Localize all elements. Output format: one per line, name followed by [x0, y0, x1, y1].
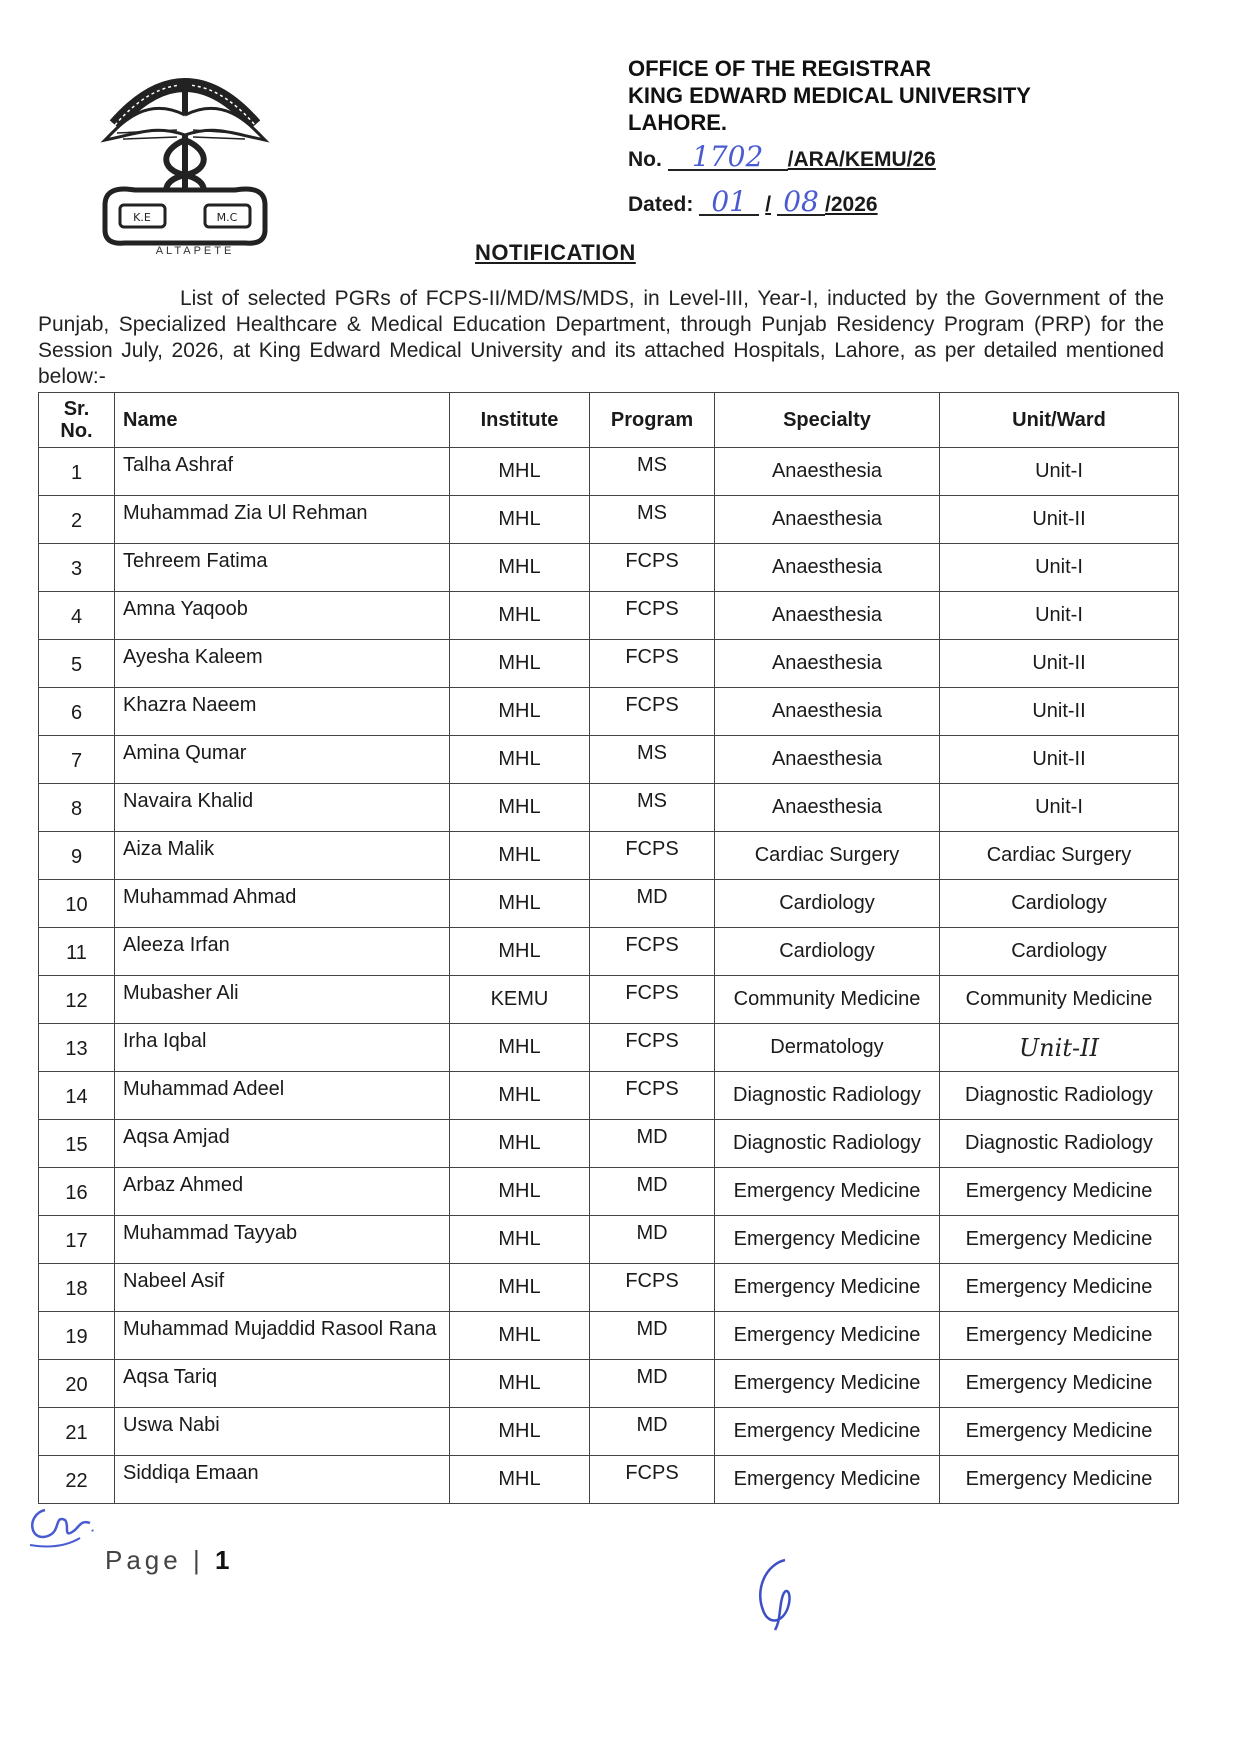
cell-name: Talha Ashraf [115, 448, 450, 496]
cell-program: FCPS [590, 592, 715, 640]
cell-specialty: Emergency Medicine [715, 1408, 940, 1456]
intro-paragraph: List of selected PGRs of FCPS-II/MD/MS/MDS, in Level-III, Year-I, inducted by the Government of the Punjab, Specialized Healthcare & Medical Education Department, through Punjab Residency Program (PRP) for the Session July, 2026, at King Edward Medical University and its attached Hospitals, Lahore, as per detailed mentioned below:- [38, 287, 1164, 388]
cell-unit-ward: Emergency Medicine [940, 1312, 1179, 1360]
cell-unit-ward: Diagnostic Radiology [940, 1072, 1179, 1120]
cell-unit-ward: Unit-II [940, 1024, 1179, 1072]
header-sr-no: Sr. No. [39, 393, 115, 448]
cell-program: FCPS [590, 928, 715, 976]
dated-month-handwritten: 08 [777, 190, 825, 216]
cell-specialty: Anaesthesia [715, 592, 940, 640]
dated-sep: / [765, 193, 772, 216]
cell-unit-ward: Unit-I [940, 544, 1179, 592]
cell-institute: MHL [450, 1120, 590, 1168]
cell-name: Arbaz Ahmed [115, 1168, 450, 1216]
cell-institute: MHL [450, 1264, 590, 1312]
cell-institute: MHL [450, 832, 590, 880]
cell-name: Tehreem Fatima [115, 544, 450, 592]
cell-sr-no: 12 [39, 976, 115, 1024]
cell-unit-ward: Emergency Medicine [940, 1216, 1179, 1264]
cell-program: FCPS [590, 1264, 715, 1312]
cell-name: Aleeza Irfan [115, 928, 450, 976]
table-row [39, 688, 1179, 736]
cell-unit-ward: Emergency Medicine [940, 1360, 1179, 1408]
ref-prefix: No. [628, 148, 662, 171]
cell-specialty: Dermatology [715, 1024, 940, 1072]
cell-sr-no: 20 [39, 1360, 115, 1408]
cell-unit-ward: Unit-I [940, 784, 1179, 832]
table-row [39, 1120, 1179, 1168]
cell-specialty: Community Medicine [715, 976, 940, 1024]
cell-specialty: Anaesthesia [715, 544, 940, 592]
cell-institute: MHL [450, 544, 590, 592]
cell-program: MD [590, 1312, 715, 1360]
cell-program: FCPS [590, 832, 715, 880]
cell-sr-no: 18 [39, 1264, 115, 1312]
cell-institute: MHL [450, 448, 590, 496]
cell-program: MD [590, 880, 715, 928]
cell-name: Uswa Nabi [115, 1408, 450, 1456]
cell-sr-no: 7 [39, 736, 115, 784]
cell-sr-no: 17 [39, 1216, 115, 1264]
cell-program: FCPS [590, 1456, 715, 1504]
cell-specialty: Cardiac Surgery [715, 832, 940, 880]
cell-institute: MHL [450, 784, 590, 832]
cell-unit-ward: Unit-II [940, 496, 1179, 544]
cell-program: FCPS [590, 1024, 715, 1072]
cell-specialty: Anaesthesia [715, 784, 940, 832]
cell-specialty: Anaesthesia [715, 448, 940, 496]
cell-specialty: Cardiology [715, 880, 940, 928]
cell-unit-ward: Unit-I [940, 592, 1179, 640]
cell-institute: MHL [450, 640, 590, 688]
table-row [39, 1312, 1179, 1360]
table-row [39, 544, 1179, 592]
table-row [39, 592, 1179, 640]
table-row [39, 736, 1179, 784]
cell-sr-no: 13 [39, 1024, 115, 1072]
cell-sr-no: 4 [39, 592, 115, 640]
cell-specialty: Diagnostic Radiology [715, 1120, 940, 1168]
cell-sr-no: 11 [39, 928, 115, 976]
cell-program: FCPS [590, 976, 715, 1024]
dated-year: /2026 [825, 193, 878, 216]
cell-name: Aiza Malik [115, 832, 450, 880]
cell-sr-no: 19 [39, 1312, 115, 1360]
cell-unit-ward: Unit-I [940, 448, 1179, 496]
cell-institute: MHL [450, 880, 590, 928]
office-line: OFFICE OF THE REGISTRAR [628, 56, 932, 81]
cell-specialty: Emergency Medicine [715, 1360, 940, 1408]
cell-program: FCPS [590, 640, 715, 688]
cell-institute: KEMU [450, 976, 590, 1024]
cell-name: Siddiqa Emaan [115, 1456, 450, 1504]
cell-name: Ayesha Kaleem [115, 640, 450, 688]
cell-unit-ward: Cardiology [940, 928, 1179, 976]
cell-unit-ward: Unit-II [940, 736, 1179, 784]
cell-program: MS [590, 784, 715, 832]
cell-program: MD [590, 1408, 715, 1456]
cell-unit-ward: Emergency Medicine [940, 1456, 1179, 1504]
notification-title: NOTIFICATION [475, 240, 636, 265]
cell-program: FCPS [590, 1072, 715, 1120]
cell-sr-no: 3 [39, 544, 115, 592]
table-row [39, 496, 1179, 544]
cell-specialty: Diagnostic Radiology [715, 1072, 940, 1120]
cell-unit-ward: Emergency Medicine [940, 1168, 1179, 1216]
table-row [39, 784, 1179, 832]
cell-institute: MHL [450, 688, 590, 736]
cell-institute: MHL [450, 496, 590, 544]
cell-unit-ward: Unit-II [940, 640, 1179, 688]
cell-sr-no: 5 [39, 640, 115, 688]
page-number: 1 [214, 1545, 230, 1575]
header-institute: Institute [450, 393, 590, 448]
table-row [39, 1408, 1179, 1456]
cell-unit-ward: Diagnostic Radiology [940, 1120, 1179, 1168]
cell-unit-ward: Cardiac Surgery [940, 832, 1179, 880]
table-header-row [39, 393, 1179, 448]
cell-sr-no: 14 [39, 1072, 115, 1120]
cell-name: Muhammad Zia Ul Rehman [115, 496, 450, 544]
cell-unit-ward: Community Medicine [940, 976, 1179, 1024]
cell-program: MS [590, 736, 715, 784]
cell-sr-no: 10 [39, 880, 115, 928]
initials-signature [20, 1490, 110, 1550]
header-program: Program [590, 393, 715, 448]
cell-institute: MHL [450, 1456, 590, 1504]
cell-program: MS [590, 496, 715, 544]
pgr-table [38, 392, 1178, 1504]
cell-name: Muhammad Adeel [115, 1072, 450, 1120]
cell-name: Nabeel Asif [115, 1264, 450, 1312]
dated-label: Dated: [628, 193, 694, 216]
cell-sr-no: 9 [39, 832, 115, 880]
dated-line [628, 185, 878, 218]
cell-program: MD [590, 1216, 715, 1264]
cell-name: Khazra Naeem [115, 688, 450, 736]
header-name: Name [115, 393, 450, 448]
cell-sr-no: 21 [39, 1408, 115, 1456]
cell-name: Muhammad Mujaddid Rasool Rana [115, 1312, 450, 1360]
cell-institute: MHL [450, 928, 590, 976]
cell-institute: MHL [450, 1312, 590, 1360]
header-specialty: Specialty [715, 393, 940, 448]
table-row [39, 448, 1179, 496]
cell-institute: MHL [450, 736, 590, 784]
university-logo [85, 55, 285, 265]
cell-sr-no: 15 [39, 1120, 115, 1168]
cell-specialty: Anaesthesia [715, 640, 940, 688]
cell-unit-ward: Emergency Medicine [940, 1264, 1179, 1312]
table-row [39, 1216, 1179, 1264]
cell-institute: MHL [450, 1216, 590, 1264]
cell-specialty: Emergency Medicine [715, 1456, 940, 1504]
table-row [39, 832, 1179, 880]
cell-program: MD [590, 1120, 715, 1168]
table-row [39, 640, 1179, 688]
cell-sr-no: 1 [39, 448, 115, 496]
cell-institute: MHL [450, 1408, 590, 1456]
page-label: Page | [105, 1545, 204, 1575]
cell-unit-ward: Emergency Medicine [940, 1408, 1179, 1456]
cell-specialty: Emergency Medicine [715, 1168, 940, 1216]
logo-motto: ALTAPETE [155, 245, 235, 257]
office-line: LAHORE. [628, 110, 727, 135]
cell-sr-no: 2 [39, 496, 115, 544]
svg-text:M.C: M.C [216, 211, 238, 224]
table-row [39, 880, 1179, 928]
cell-specialty: Cardiology [715, 928, 940, 976]
cell-program: FCPS [590, 544, 715, 592]
page-footer [105, 1545, 229, 1576]
cell-specialty: Anaesthesia [715, 496, 940, 544]
cell-program: MD [590, 1360, 715, 1408]
cell-specialty: Emergency Medicine [715, 1216, 940, 1264]
cell-sr-no: 8 [39, 784, 115, 832]
cell-sr-no: 6 [39, 688, 115, 736]
cell-name: Muhammad Ahmad [115, 880, 450, 928]
cell-name: Aqsa Amjad [115, 1120, 450, 1168]
cell-name: Navaira Khalid [115, 784, 450, 832]
cell-name: Amna Yaqoob [115, 592, 450, 640]
office-line: KING EDWARD MEDICAL UNIVERSITY [628, 83, 1031, 108]
table-row [39, 928, 1179, 976]
cell-program: MS [590, 448, 715, 496]
cell-specialty: Anaesthesia [715, 688, 940, 736]
reference-number [628, 140, 936, 173]
table-row [39, 976, 1179, 1024]
cell-name: Aqsa Tariq [115, 1360, 450, 1408]
cell-name: Mubasher Ali [115, 976, 450, 1024]
cell-specialty: Emergency Medicine [715, 1312, 940, 1360]
cell-unit-ward: Cardiology [940, 880, 1179, 928]
table-row [39, 1456, 1179, 1504]
header-unit-ward: Unit/Ward [940, 393, 1179, 448]
cell-institute: MHL [450, 1168, 590, 1216]
table-row [39, 1024, 1179, 1072]
cell-unit-ward: Unit-II [940, 688, 1179, 736]
cell-name: Muhammad Tayyab [115, 1216, 450, 1264]
dated-day-handwritten: 01 [699, 190, 759, 216]
office-header [628, 55, 1031, 136]
cell-specialty: Anaesthesia [715, 736, 940, 784]
table-row [39, 1072, 1179, 1120]
ref-number-handwritten: 1702 [668, 145, 788, 171]
cell-institute: MHL [450, 592, 590, 640]
handwritten-mark [745, 1555, 805, 1635]
cell-program: MD [590, 1168, 715, 1216]
cell-name: Irha Iqbal [115, 1024, 450, 1072]
cell-sr-no: 22 [39, 1456, 115, 1504]
cell-program: FCPS [590, 688, 715, 736]
cell-institute: MHL [450, 1024, 590, 1072]
table-row [39, 1168, 1179, 1216]
table-row [39, 1264, 1179, 1312]
cell-specialty: Emergency Medicine [715, 1264, 940, 1312]
cell-institute: MHL [450, 1072, 590, 1120]
cell-sr-no: 16 [39, 1168, 115, 1216]
ref-suffix: /ARA/KEMU/26 [787, 148, 936, 171]
table-row [39, 1360, 1179, 1408]
cell-institute: MHL [450, 1360, 590, 1408]
cell-name: Amina Qumar [115, 736, 450, 784]
svg-text:K.E: K.E [133, 211, 151, 224]
